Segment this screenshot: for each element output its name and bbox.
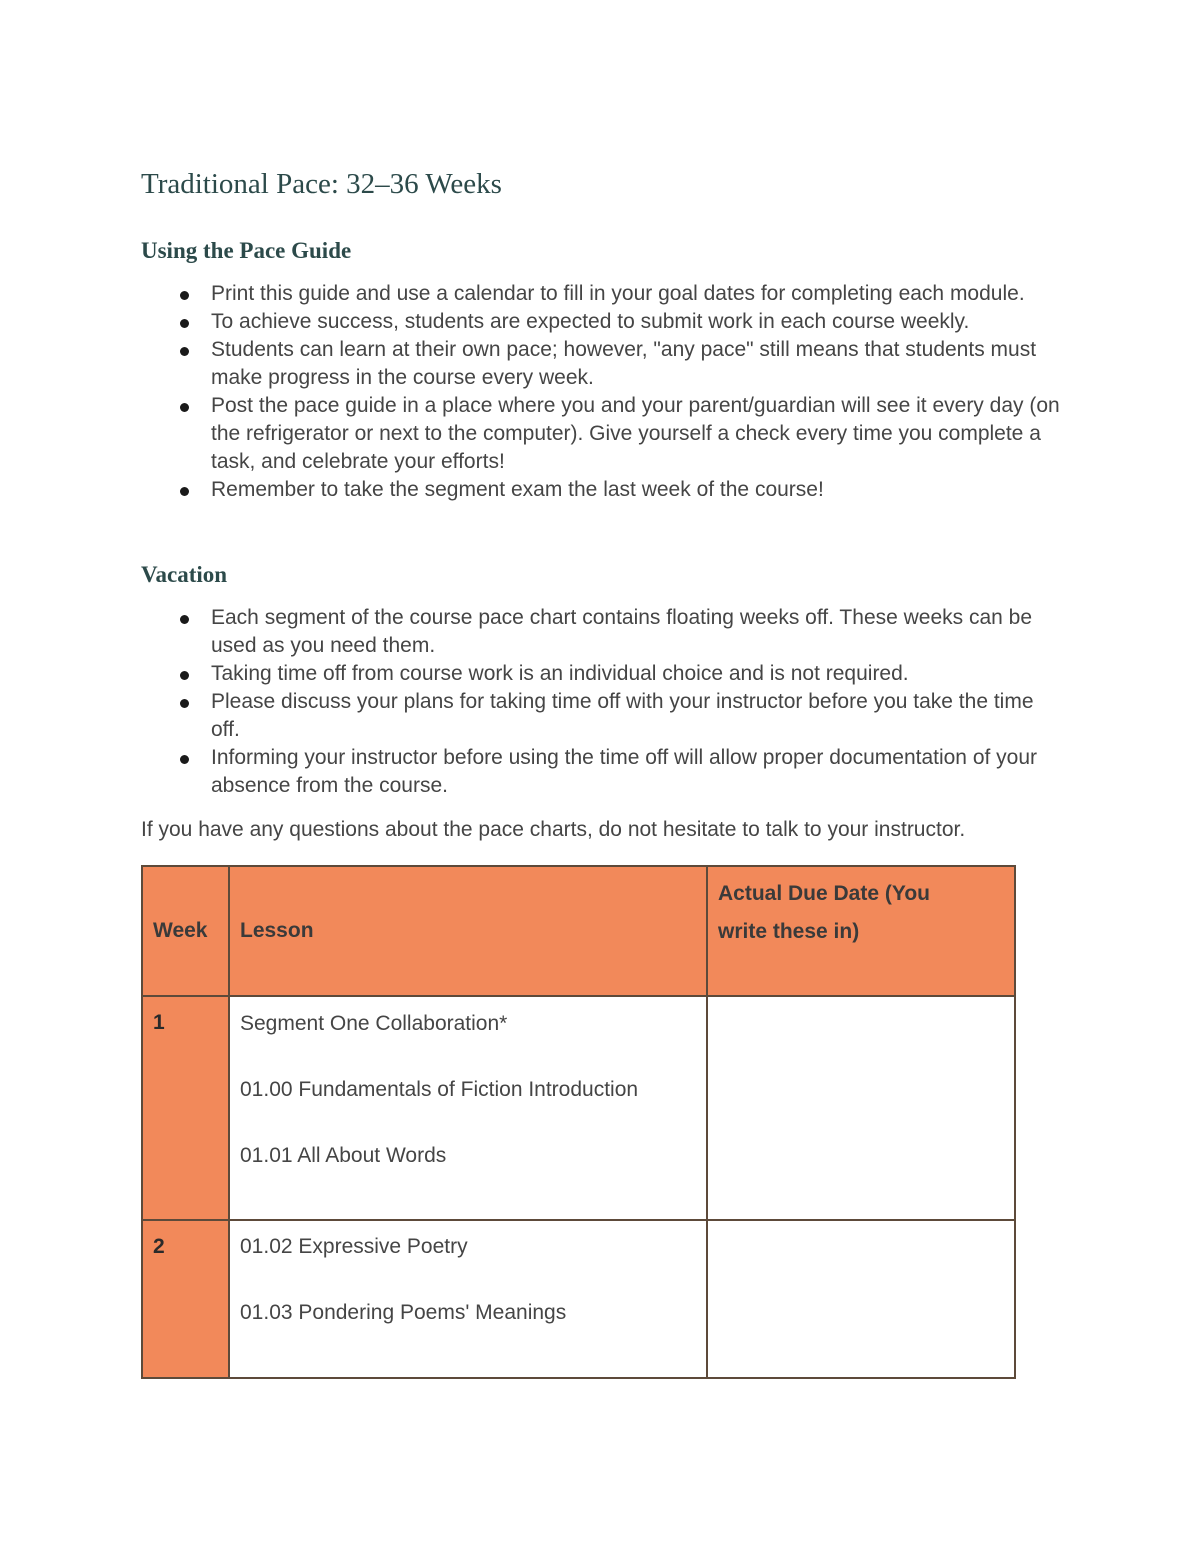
list-item xyxy=(0,660,1200,688)
lesson-item: 01.01 All About Words xyxy=(240,1144,447,1167)
due-header-line2: write these in) xyxy=(718,920,860,943)
table-row xyxy=(142,996,1015,1220)
list-item xyxy=(0,280,1200,308)
list-item-text: Post the pace guide in a place where you and your parent/guardian will see it every day (on the refrigerator or next to the computer). Give yourself a check every time you complete a task, and celebrate your efforts! xyxy=(211,394,1060,473)
list-item-text: Print this guide and use a calendar to fill in your goal dates for completing each module. xyxy=(211,282,1025,305)
list-item-text: Informing your instructor before using the time off will allow proper documentation of your absence from the course. xyxy=(211,746,1038,797)
list-item-text: Remember to take the segment exam the last week of the course! xyxy=(211,478,824,501)
bullet-icon xyxy=(180,671,189,680)
due-date-cell[interactable] xyxy=(707,1220,1015,1378)
bullet-icon xyxy=(180,755,189,764)
column-header-week: Week xyxy=(142,866,229,996)
list-item-text: Each segment of the course pace chart contains floating weeks off. These weeks can be used as you need them. xyxy=(211,606,1033,657)
vacation-list xyxy=(0,604,1200,800)
list-item xyxy=(0,744,1200,800)
bullet-icon xyxy=(180,699,189,708)
week-number: 2 xyxy=(153,1235,165,1258)
list-item xyxy=(0,476,1200,504)
bullet-icon xyxy=(180,615,189,624)
pace-chart-table xyxy=(141,865,1016,1379)
table-header-row xyxy=(142,866,1015,996)
instructor-note: If you have any questions about the pace charts, do not hesitate to talk to your instructor. xyxy=(141,818,966,841)
due-date-cell[interactable] xyxy=(707,996,1015,1220)
list-item-text: To achieve success, students are expected to submit work in each course weekly. xyxy=(211,310,970,333)
column-header-due-date xyxy=(707,866,1015,996)
lesson-cell xyxy=(229,1220,707,1378)
page-title: Traditional Pace: 32–36 Weeks xyxy=(141,168,502,200)
list-item-text: Taking time off from course work is an individual choice and is not required. xyxy=(211,662,909,685)
lesson-item: 01.02 Expressive Poetry xyxy=(240,1235,468,1258)
due-header-line1: Actual Due Date (You xyxy=(718,882,930,905)
week-cell xyxy=(142,996,229,1220)
list-item xyxy=(0,604,1200,660)
lesson-item: 01.03 Pondering Poems' Meanings xyxy=(240,1301,567,1324)
column-header-lesson: Lesson xyxy=(229,866,707,996)
bullet-icon xyxy=(180,487,189,496)
lesson-item: Segment One Collaboration* xyxy=(240,1012,508,1035)
week-number: 1 xyxy=(153,1011,165,1034)
list-item-text: Please discuss your plans for taking time off with your instructor before you take the time off. xyxy=(211,690,1034,741)
lesson-cell xyxy=(229,996,707,1220)
section-heading-pace-guide: Using the Pace Guide xyxy=(141,238,352,263)
list-item xyxy=(0,336,1200,392)
list-item-text: Students can learn at their own pace; however, "any pace" still means that students must make progress in the course every week. xyxy=(211,338,1037,389)
list-item xyxy=(0,392,1200,476)
lesson-item: 01.00 Fundamentals of Fiction Introduction xyxy=(240,1078,639,1101)
bullet-icon xyxy=(180,291,189,300)
bullet-icon xyxy=(180,319,189,328)
list-item xyxy=(0,688,1200,744)
bullet-icon xyxy=(180,347,189,356)
pace-guide-list xyxy=(0,280,1200,504)
section-heading-vacation: Vacation xyxy=(141,562,228,587)
bullet-icon xyxy=(180,403,189,412)
table-row xyxy=(142,1220,1015,1378)
week-cell xyxy=(142,1220,229,1378)
list-item xyxy=(0,308,1200,336)
